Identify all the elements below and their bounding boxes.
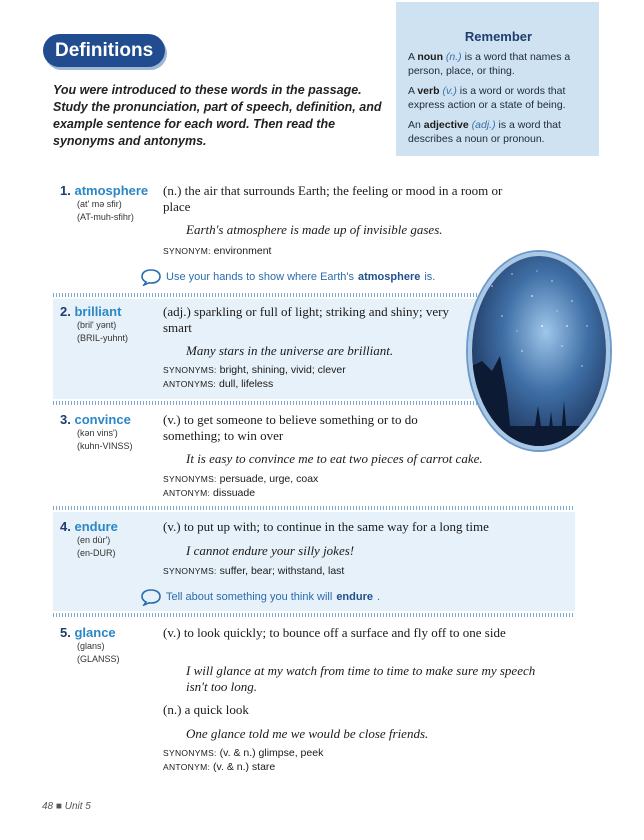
antonyms: ANTONYM: (v. & n.) stare <box>163 761 276 773</box>
entry-convince: 3. convince (kən vins') (kuhn-VINSS) <box>60 412 133 451</box>
pronunciation: (kən vins') <box>77 428 118 438</box>
definition: (v.) to look quickly; to bounce off a surface and fly off to one side <box>163 625 506 640</box>
remember-box <box>396 2 599 156</box>
pronunciation: (at' mə sfir) <box>77 199 122 209</box>
antonyms: ANTONYM: dissuade <box>163 487 256 499</box>
synonyms: SYNONYMS: bright, shining, vivid; clever <box>163 364 346 376</box>
pronunciation-respelling: (BRIL-yuhnt) <box>77 333 129 343</box>
definition: (v.) to get someone to believe something or to do something; to win over <box>163 412 418 443</box>
entry-endure: 4. endure (en dùr') (en-DUR) <box>60 519 118 558</box>
activity-prompt: Use your hands to show where Earth's atmosphere is. <box>140 268 435 286</box>
definition: (v.) to put up with; to continue in the same way for a long time <box>163 519 489 534</box>
pronunciation-respelling: (GLANSS) <box>77 654 120 664</box>
intro-text: You were introduced to these words in the passage. Study the pronunciation, part of speech, definition, and example sentence for each word. Then read the synonyms and antonyms. <box>53 83 382 148</box>
definition: (n.) the air that surrounds Earth; the feeling or mood in a room or place <box>163 183 503 214</box>
synonyms: SYNONYMS: persuade, urge, coax <box>163 473 319 485</box>
entry-atmosphere: 1. atmosphere (at' mə sfir) (AT-muh-sfihr) <box>60 183 149 222</box>
page-title: Definitions <box>43 34 165 67</box>
example-sentence: I will glance at my watch from time to time to make sure my speech isn't too long. <box>186 663 536 694</box>
definition: (adj.) sparkling or full of light; striking and shiny; very smart <box>163 304 449 335</box>
entry-word: brilliant <box>74 304 122 319</box>
synonyms: SYNONYMS: suffer, bear; withstand, last <box>163 565 345 577</box>
example-sentence: Many stars in the universe are brilliant. <box>186 343 394 358</box>
example-sentence: Earth's atmosphere is made up of invisible gases. <box>186 222 443 237</box>
pronunciation-respelling: (AT-muh-sfihr) <box>77 212 134 222</box>
remember-noun: A noun (n.) is a word that names a person, place, or thing. <box>408 51 571 77</box>
entry-word: convince <box>74 412 131 427</box>
page-footer: 48 ■ Unit 5 <box>42 801 91 812</box>
pronunciation-respelling: (en-DUR) <box>77 548 116 558</box>
pronunciation: (bril' yənt) <box>77 320 117 330</box>
pronunciation-respelling: (kuhn-VINSS) <box>77 441 133 451</box>
example-sentence-noun: One glance told me we would be close friends. <box>186 726 429 741</box>
remember-heading: Remember <box>464 29 533 44</box>
antonyms: ANTONYMS: dull, lifeless <box>163 378 274 390</box>
synonyms: SYNONYM: environment <box>163 245 272 257</box>
entry-brilliant: 2. brilliant (bril' yənt) (BRIL-yuhnt) <box>60 304 129 343</box>
pronunciation: (glans) <box>77 641 105 651</box>
remember-verb: A verb (v.) is a word or words that express action or a state of being. <box>408 85 566 111</box>
example-sentence: I cannot endure your silly jokes! <box>186 543 355 558</box>
entry-glance: 5. glance (glans) (GLANSS) <box>60 625 120 664</box>
entry-word: atmosphere <box>74 183 149 198</box>
synonyms: SYNONYMS: (v. & n.) glimpse, peek <box>163 747 324 759</box>
speech-bubble-icon <box>140 268 162 286</box>
definition-noun: (n.) a quick look <box>163 702 249 717</box>
divider <box>53 613 575 617</box>
activity-prompt: Tell about something you think will endure . <box>140 588 380 606</box>
speech-bubble-icon <box>140 588 162 606</box>
entry-word: endure <box>74 519 118 534</box>
remember-adjective: An adjective (adj.) is a word that describes a noun or pronoun. <box>408 119 561 145</box>
divider <box>53 506 575 510</box>
pronunciation: (en dùr') <box>77 535 111 545</box>
entry-word: glance <box>74 625 116 640</box>
example-sentence: It is easy to convince me to eat two pieces of carrot cake. <box>186 451 483 466</box>
